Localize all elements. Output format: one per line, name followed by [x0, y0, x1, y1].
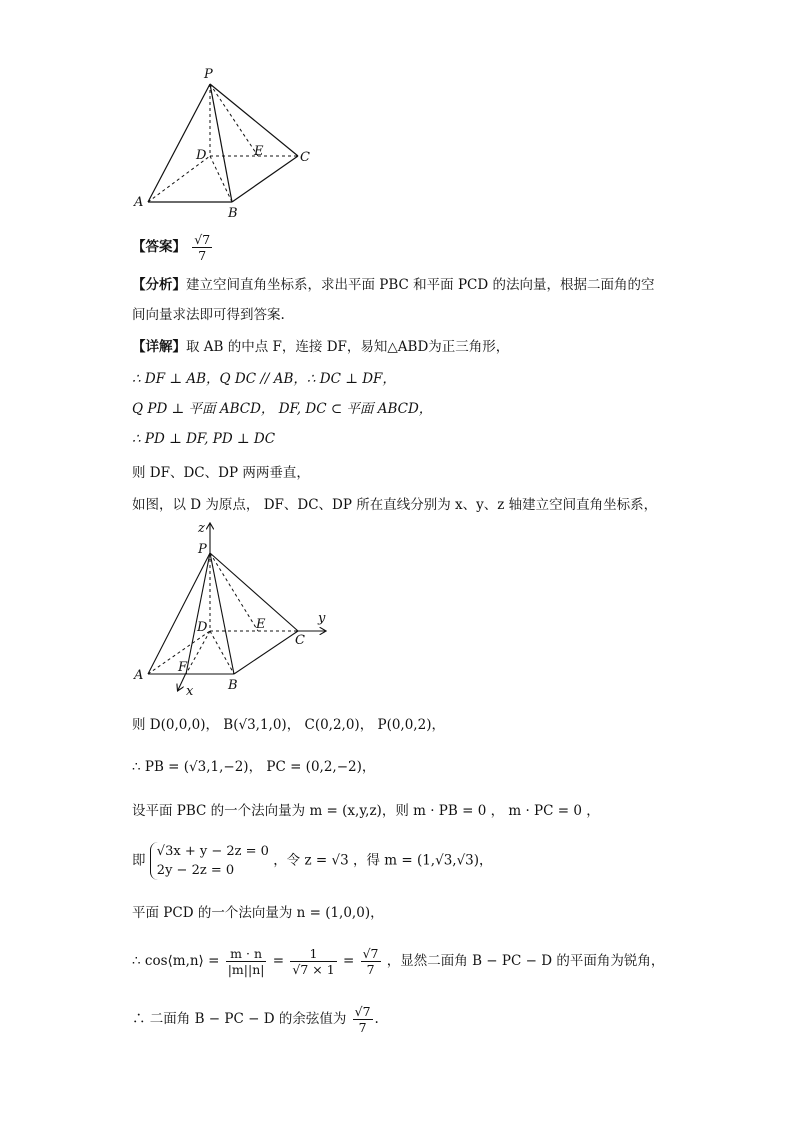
final-prefix: ∴ 二面角 B − PC − D 的余弦值为 — [132, 1011, 347, 1027]
label2-y: y — [318, 611, 326, 626]
edge2-df — [186, 631, 210, 674]
analysis-text-1: 建立空间直角坐标系，求出平面 PBC 和平面 PCD 的法向量，根据二面角的空 — [186, 277, 655, 293]
solution-coords: 则 D(0,0,0)， B(√3,1,0)， C(0,2,0)， P(0,0,2)， — [132, 717, 445, 733]
detail-text-1: 取 AB 的中点 F，连接 DF，易知△ABD为正三角形， — [186, 339, 510, 355]
final-num: √7 — [354, 1004, 371, 1019]
detail-line-4: ∴ PD ⊥ DF, PD ⊥ DC — [132, 431, 276, 447]
edge2-pf — [186, 553, 210, 674]
cos-equals-2: = — [342, 953, 355, 969]
pyramid-figure — [130, 60, 330, 225]
edge2-bc — [234, 631, 298, 674]
label2-d: D — [197, 620, 208, 635]
solution-final-line — [132, 1004, 379, 1035]
label2-z: z — [198, 521, 205, 536]
label2-e: E — [256, 617, 266, 632]
cos-frac1-num: m · n — [226, 946, 267, 962]
cos-equals-1: = — [272, 953, 285, 969]
analysis-line-2: 间向量求法即可得到答案. — [132, 307, 285, 323]
cos-frac2-den: √7 × 1 — [292, 962, 335, 977]
cos-frac3-num: √7 — [362, 946, 379, 961]
label2-p: P — [198, 542, 207, 557]
detail-line-3: Q PD ⊥ 平面 ABCD， DF, DC ⊂ 平面 ABCD， — [132, 401, 433, 417]
edge2-db — [210, 631, 234, 674]
coordinate-pyramid-figure — [130, 518, 340, 703]
label-p: P — [204, 67, 213, 82]
cos-fraction-2 — [290, 946, 336, 977]
solution-system-line — [132, 842, 493, 880]
edge2-pa — [148, 553, 210, 674]
label2-b: B — [228, 678, 238, 693]
cos-frac2-num: 1 — [290, 946, 336, 962]
final-suffix: . — [374, 1011, 379, 1027]
edge-pa — [148, 84, 210, 202]
system-prefix: 即 — [132, 852, 146, 869]
cos-prefix: ∴ cos⟨m,n⟩ = — [132, 953, 220, 969]
detail-line-6: 如图，以 D 为原点， DF、DC、DP 所在直线分别为 x、y、z 轴建立空间直角坐标系， — [132, 497, 658, 513]
detail-line-1 — [132, 338, 509, 356]
cos-fraction-3 — [361, 946, 381, 977]
cos-suffix: ，显然二面角 B − PC − D 的平面角为锐角， — [386, 953, 665, 969]
label-b: B — [228, 206, 238, 221]
system-eq-2: 2y − 2z = 0 — [156, 863, 235, 878]
system-eq-1: √3x + y − 2z = 0 — [156, 844, 269, 859]
system-suffix: ，令 z = √3 ，得 m = (1,√3,√3)， — [273, 852, 493, 869]
label2-c: C — [295, 633, 305, 648]
answer-numerator: √7 — [194, 232, 211, 247]
solution-normal-m: 设平面 PBC 的一个法向量为 m = (x,y,z)，则 m · PB = 0 ， m · PC = 0 ， — [132, 803, 600, 819]
solution-vectors: ∴ PB = (√3,1,−2)， PC = (0,2,−2)， — [132, 759, 376, 775]
answer-denominator: 7 — [198, 248, 207, 263]
x-axis — [178, 673, 186, 690]
label-e: E — [254, 144, 264, 159]
answer-line — [132, 232, 214, 263]
edge-pb — [210, 84, 232, 202]
analysis-line-1 — [132, 276, 655, 294]
detail-line-2: ∴ DF ⊥ AB，Q DC // AB，∴ DC ⊥ DF， — [132, 371, 396, 387]
equation-system — [150, 842, 269, 880]
label2-a: A — [134, 668, 144, 683]
final-den: 7 — [358, 1020, 367, 1035]
solution-normal-n: 平面 PCD 的一个法向量为 n = (1,0,0)， — [132, 905, 384, 921]
cos-frac1-den: |m||n| — [227, 962, 265, 977]
label-d: D — [196, 148, 207, 163]
answer-tag: 【答案】 — [132, 239, 186, 255]
cos-frac3-den: 7 — [366, 962, 375, 977]
analysis-tag: 【分析】 — [132, 277, 186, 293]
label-c: C — [300, 150, 310, 165]
cos-fraction-1 — [226, 946, 267, 977]
edge-db — [210, 156, 232, 202]
answer-fraction — [192, 232, 212, 263]
detail-tag: 【详解】 — [132, 339, 186, 355]
edge-bc — [232, 156, 298, 202]
label-a: A — [134, 195, 144, 210]
final-fraction — [353, 1004, 373, 1035]
label2-f: F — [178, 660, 188, 675]
detail-line-5: 则 DF、DC、DP 两两垂直， — [132, 465, 310, 481]
label2-x: x — [186, 684, 194, 699]
solution-cos-line — [132, 946, 664, 977]
